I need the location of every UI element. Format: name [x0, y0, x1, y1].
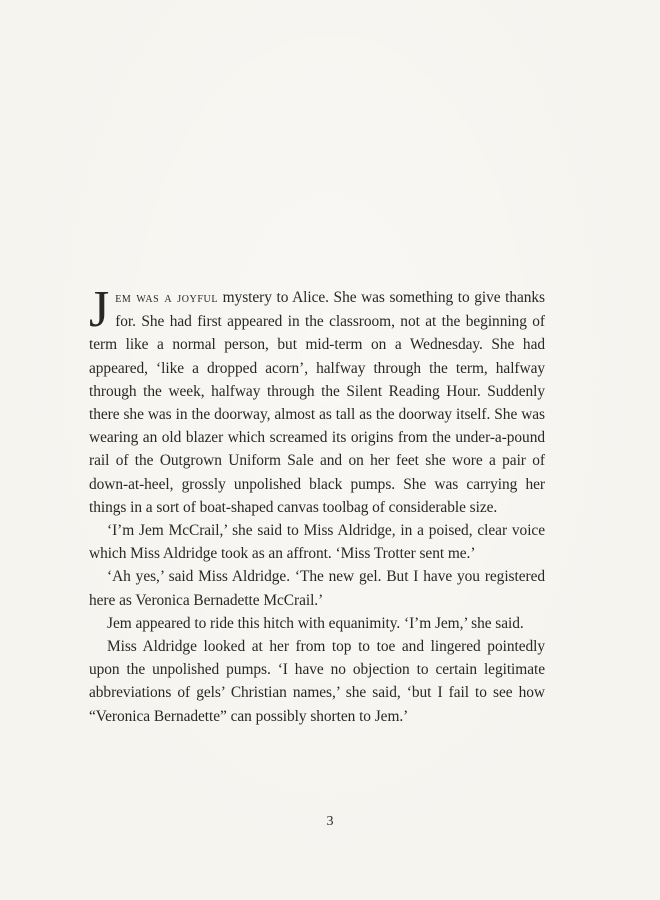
opening-paragraph [89, 281, 545, 519]
lead-in-small-caps: em was a joyful [115, 290, 219, 306]
paragraph: ‘Ah yes,’ said Miss Aldridge. ‘The new gel. But I have you registered here as Veronica Bernadette McCrail.’ [89, 568, 545, 609]
drop-cap: J [89, 281, 110, 338]
paragraph: ‘I’m Jem McCrail,’ she said to Miss Aldridge, in a poised, clear voice which Miss Aldridge took as an affront. ‘Miss Trotter sent me.’ [89, 522, 545, 563]
paragraph: Miss Aldridge looked at her from top to toe and lingered pointedly upon the unpolished pumps. ‘I have no objection to certain legitimate abbreviations of gels’ Christian names,’ she said, ‘but I fail to see how “Veronica Bernadette” can possibly shorten to Jem.’ [89, 638, 545, 725]
opening-paragraph-text: mystery to Alice. She was something to give thanks for. She had first appeared in the classroom, not at the beginning of term like a normal person, but mid-term on a Wednesday. She had appeared, ‘like a dropped acorn’, halfway through the term, halfway through the week, halfway through the Silent Reading Hour. Suddenly there she was in the doorway, almost as tall as the doorway itself. She was wearing an old blazer which screamed its origins from the under-a-pound rail of the Outgrown Uniform Sale and on her feet she wore a pair of down-at-heel, grossly unpolished black pumps. She was carrying her things in a sort of boat-shaped canvas toolbag of considerable size. [89, 289, 545, 516]
body-text [89, 281, 545, 728]
page-number: 3 [326, 814, 334, 829]
paragraph: Jem appeared to ride this hitch with equanimity. ‘I’m Jem,’ she said. [107, 614, 524, 632]
